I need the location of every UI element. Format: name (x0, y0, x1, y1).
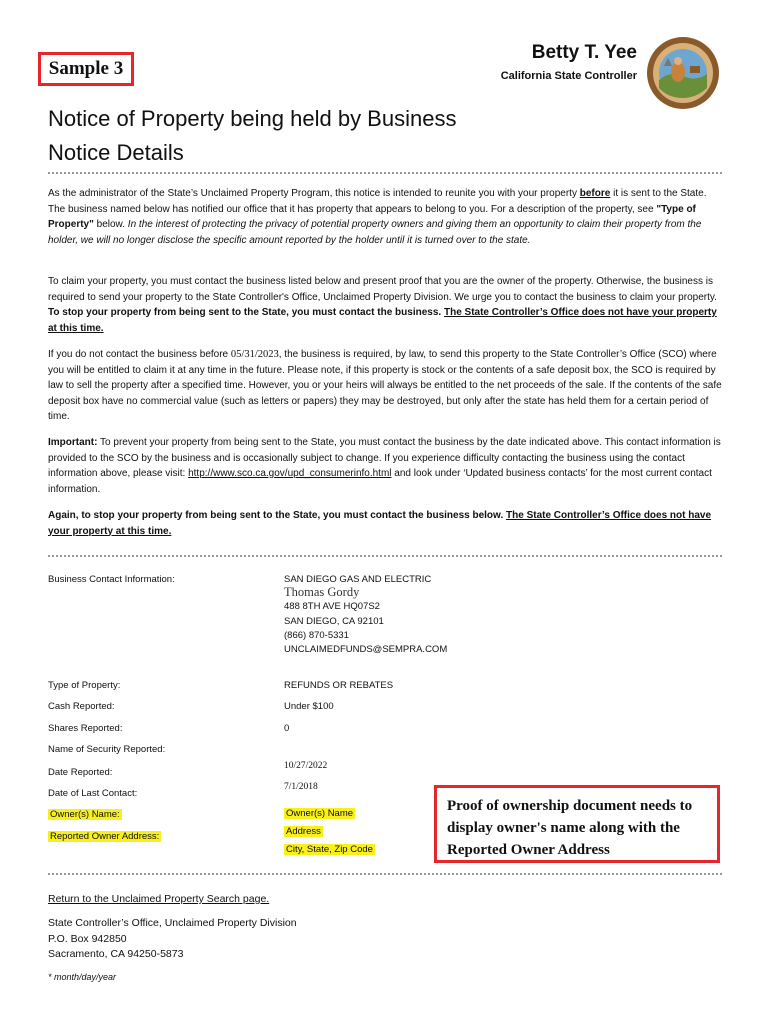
date-reported-label: Date Reported: (48, 767, 113, 778)
type-of-property-value: REFUNDS OR REBATES (284, 680, 394, 691)
owner-city-state-zip-value: City, State, Zip Code (286, 844, 373, 855)
warning-paragraph: Again, to stop your property from being sent to the State, you must contact the business below. The State Controller’s Office does not have your property at this time. (48, 510, 712, 537)
contact-label: Business Contact Information: (48, 574, 175, 585)
divider (48, 555, 722, 557)
divider (48, 172, 722, 174)
date-format-note: * month/day/year (48, 972, 117, 982)
owner-name-value: Owner(s) Name (286, 808, 354, 819)
sample-label: Sample 3 (38, 52, 134, 86)
shares-reported-label: Shares Reported: (48, 723, 123, 734)
last-contact-value: 7/1/2018 (284, 782, 318, 792)
business-name: SAN DIEGO GAS AND ELECTRIC (284, 574, 432, 585)
divider (48, 873, 722, 875)
owner-address-label: Reported Owner Address: (50, 831, 160, 842)
security-name-label: Name of Security Reported: (48, 744, 166, 755)
office-name: State Controller’s Office, Unclaimed Property Division (48, 917, 297, 929)
shares-reported-value: 0 (284, 723, 290, 734)
business-address-line1: 488 8TH AVE HQ07S2 (284, 601, 380, 612)
owner-name-label: Owner(s) Name: (50, 809, 120, 820)
deadline-paragraph: If you do not contact the business before 05/31/2023, the business is required, by law, to send this property to the State Controller’s Office (SCO) where you will be entitled to claim it at any time in the future. Please note, if this property is stock or the contents of a safe deposit box, the SCO is required by law to sell the property after a specified time. However, you or your heirs will always be entitled to the net proceeds of the sale. If the contents of the safe deposit box have no commercial value (such as letters or papers) they may be destroyed, but only after the state has held them for a certain period of time. (48, 349, 722, 422)
page-title: Notice of Property being held by Business (48, 106, 457, 131)
controller-title: California State Controller (500, 70, 637, 82)
section-title: Notice Details (48, 140, 184, 165)
california-state-seal-icon (646, 36, 720, 110)
office-city: Sacramento, CA 94250-5873 (48, 948, 184, 960)
proof-of-ownership-note: Proof of ownership document needs to display owner's name along with the Reported Owner Address (434, 785, 720, 863)
controller-name: Betty T. Yee (531, 42, 637, 63)
business-email: UNCLAIMEDFUNDS@SEMPRA.COM (284, 644, 448, 655)
return-to-search-link[interactable]: Return to the Unclaimed Property Search page. (48, 893, 270, 905)
claim-paragraph: To claim your property, you must contact the business listed below and present proof that you are the owner of the property. Otherwise, the business is required to send your property to the State Controller's Office, Unclaimed Property Division. We urge you to contact the business to claim your property. To stop your property from being sent to the State, you must contact the business. The State Controller’s Office does not have your property at this time. (48, 276, 717, 334)
office-pobox: P.O. Box 942850 (48, 933, 127, 945)
cash-reported-label: Cash Reported: (48, 701, 115, 712)
intro-paragraph: As the administrator of the State’s Unclaimed Property Program, this notice is intended to reunite you with your property before it is sent to the State. The business named below has notified our office that it has property that appears to belong to you. For a description of the property, see "Type of Property" below. In the interest of protecting the privacy of potential property owners and giving them an opportunity to claim their property from the holder, we will no longer disclose the specific amount reported by the holder until it is turned over to the state. (48, 188, 707, 246)
cash-reported-value: Under $100 (284, 701, 334, 712)
consumer-info-link[interactable]: http://www.sco.ca.gov/upd_consumerinfo.html (188, 468, 392, 479)
date-reported-value: 10/27/2022 (284, 761, 328, 771)
owner-address-value: Address (286, 826, 321, 837)
last-contact-label: Date of Last Contact: (48, 788, 138, 799)
contact-person: Thomas Gordy (284, 585, 360, 599)
important-paragraph: Important: To prevent your property from being sent to the State, you must contact the business by the date indicated above. This contact information is provided to the SCO by the business and is occasionally subject to change. If you experience difficulty contacting the business using the contact information above, please visit: http://www.sco.ca.gov/upd_consumerinfo.html and look under ‘Updated business contacts’ for the most current contact information. (48, 437, 721, 495)
type-of-property-label: Type of Property: (48, 680, 121, 691)
business-address-line2: SAN DIEGO, CA 92101 (284, 616, 384, 627)
business-phone: (866) 870-5331 (284, 630, 349, 641)
